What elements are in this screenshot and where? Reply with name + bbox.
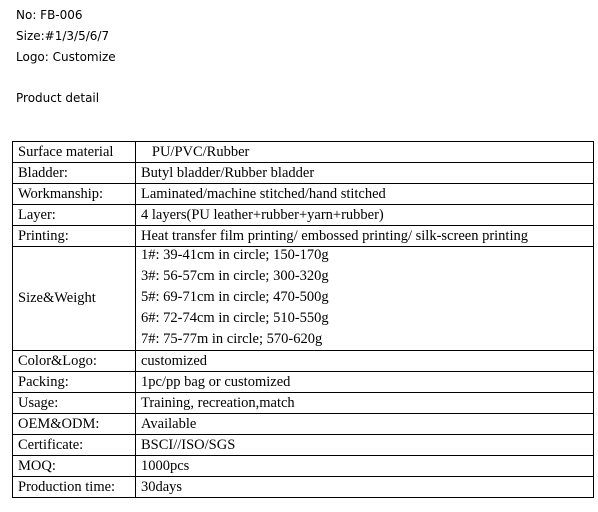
size-weight-line: 1#: 39-41cm in circle; 150-170g — [141, 247, 329, 263]
row-label: Size&Weight — [13, 247, 136, 351]
size-weight-line: 6#: 72-74cm in circle; 510-550g — [141, 310, 329, 326]
size-weight-line: 7#: 75-77m in circle; 570-620g — [141, 331, 323, 347]
table-row — [13, 477, 594, 498]
row-value: 1000pcs — [136, 456, 594, 477]
table-row — [13, 184, 594, 205]
size-weight-line: 5#: 69-71cm in circle; 470-500g — [141, 289, 329, 305]
row-label: Production time: — [13, 477, 136, 498]
table-row — [13, 247, 594, 351]
row-label: Usage: — [13, 393, 136, 414]
row-value: BSCI//ISO/SGS — [136, 435, 594, 456]
table-row — [13, 414, 594, 435]
row-value: 4 layers(PU leather+rubber+yarn+rubber) — [136, 205, 594, 226]
row-value: 1pc/pp bag or customized — [136, 372, 594, 393]
row-label: Color&Logo: — [13, 351, 136, 372]
row-value: customized — [136, 351, 594, 372]
table-row — [13, 226, 594, 247]
size-weight-list — [136, 247, 594, 351]
table-row — [13, 163, 594, 184]
row-value: PU/PVC/Rubber — [136, 142, 594, 163]
product-logo: Logo: Customize — [16, 50, 116, 64]
table-row — [13, 435, 594, 456]
size-weight-line: 3#: 56-57cm in circle; 300-320g — [141, 268, 329, 284]
row-label: Packing: — [13, 372, 136, 393]
row-label: Layer: — [13, 205, 136, 226]
table-row — [13, 205, 594, 226]
product-number: No: FB-006 — [16, 8, 83, 22]
table-row — [13, 142, 594, 163]
row-label: Certificate: — [13, 435, 136, 456]
row-value: 30days — [136, 477, 594, 498]
section-title: Product detail — [16, 91, 100, 105]
row-label: MOQ: — [13, 456, 136, 477]
product-sizes: Size:#1/3/5/6/7 — [16, 29, 110, 43]
row-label: Surface material — [13, 142, 136, 163]
row-label: Printing: — [13, 226, 136, 247]
row-label: OEM&ODM: — [13, 414, 136, 435]
row-label: Bladder: — [13, 163, 136, 184]
row-value: Training, recreation,match — [136, 393, 594, 414]
row-value: Laminated/machine stitched/hand stitched — [136, 184, 594, 205]
table-row — [13, 456, 594, 477]
row-value: Available — [136, 414, 594, 435]
table-row — [13, 351, 594, 372]
table-row — [13, 372, 594, 393]
product-detail-table — [12, 141, 594, 498]
table-row — [13, 393, 594, 414]
row-value: Butyl bladder/Rubber bladder — [136, 163, 594, 184]
row-label: Workmanship: — [13, 184, 136, 205]
row-value: Heat transfer film printing/ embossed printing/ silk-screen printing — [136, 226, 594, 247]
